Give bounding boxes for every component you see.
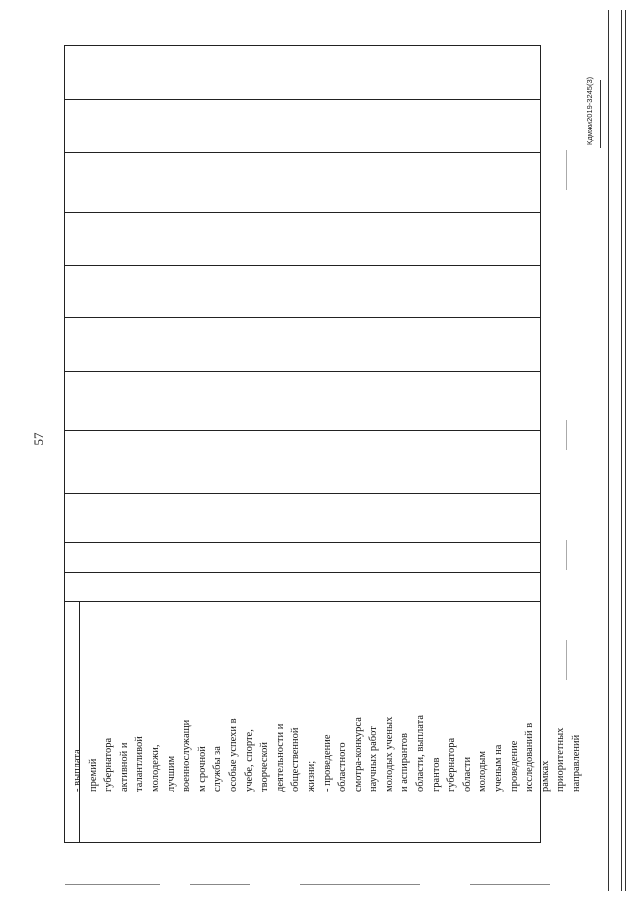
table-divider [65,99,540,100]
scan-mark [566,640,567,680]
table-divider [65,601,540,602]
page-number: 57 [31,432,46,446]
table-divider [65,152,540,153]
margin-rule [621,10,622,891]
table-divider [65,371,540,372]
table-divider [65,212,540,213]
table-divider [65,493,540,494]
scan-mark [566,420,567,450]
cell-text: - выплата премий губернатора активной и талантливой молодежи, лучшим военнослужащи м срочной службы за особые успехи в учебе, спорте, творческой деятельности и общественной жизни; - проведение областного смотра-конкурса научных работ молодых ученых и аспирантов области, выплата грантов губернатора области молодым ученым на проведение исследований в рамках приоритетных направлений [72,715,582,792]
scan-mark [566,540,567,570]
margin-rule [625,10,626,891]
table-divider [65,265,540,266]
table-cell [70,612,582,792]
scan-mark [566,150,567,190]
scan-mark [65,884,160,885]
table-divider [65,572,540,573]
scan-mark [470,884,550,885]
stamp-underline [600,80,601,148]
scan-mark [190,884,250,885]
table-divider [65,542,540,543]
table-divider [65,317,540,318]
scan-mark [300,884,420,885]
table-divider [65,430,540,431]
registration-stamp: Кдмжи2019-3245(3) [585,76,594,145]
margin-rule [608,10,609,891]
